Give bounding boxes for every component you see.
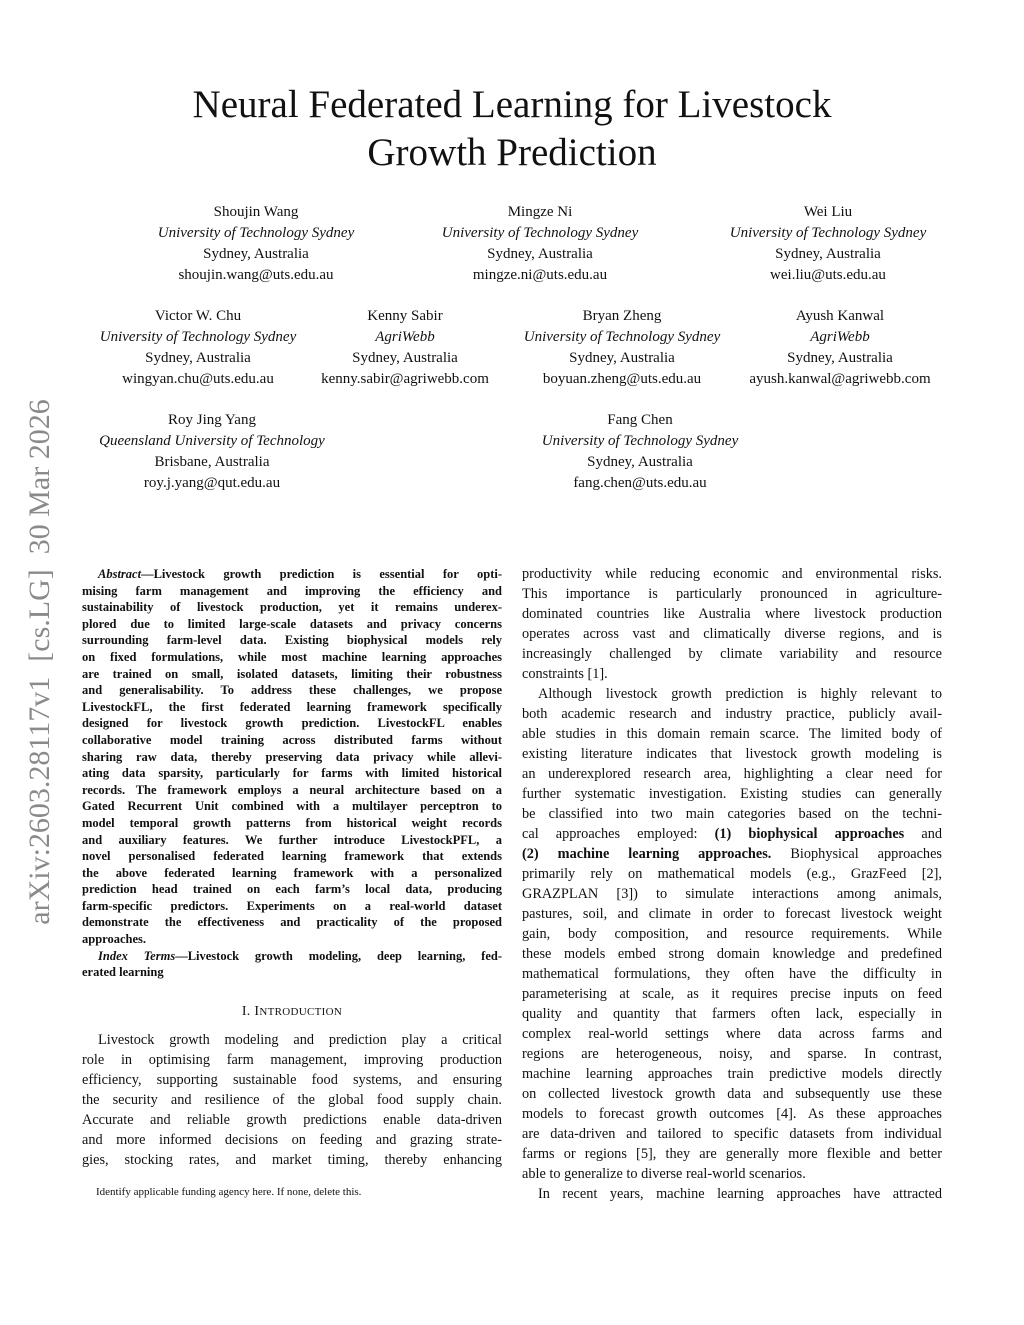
author-name: Mingze Ni — [507, 204, 573, 220]
author-location: Sydney, Australia — [569, 350, 675, 366]
author-block — [678, 202, 978, 286]
text-line: mising farm management and improving the efficiency and — [82, 583, 502, 598]
text-line: the above federated learning framework with a personalized — [82, 865, 502, 880]
text-line: complex real-world settings where data across farms and — [522, 1026, 942, 1042]
text-line: surrounding farm-level data. Existing biophysical models rely — [82, 633, 502, 648]
text-line: sharing raw data, thereby preserving data privacy while allevi- — [82, 749, 502, 764]
text-line — [522, 1184, 942, 1204]
text-line: sustainability of livestock production, yet it remains underex- — [82, 600, 502, 615]
section-title-rest: NTRODUCTION — [259, 1006, 343, 1018]
text-line: Gated Recurrent Unit combined with a multilayer perceptron to — [82, 799, 502, 814]
author-affiliation: University of Technology Sydney — [541, 433, 739, 449]
text-line: plored due to limited large-scale datasets and privacy concerns — [82, 616, 502, 631]
author-name: Kenny Sabir — [367, 308, 443, 324]
text-line: machine learning approaches train predictive models directly — [522, 1066, 942, 1082]
text-line: LivestockFL, the first federated learning framework specifically — [82, 699, 502, 714]
introduction-left-column — [82, 1030, 502, 1170]
text-line: gies, stocking rates, and market timing, thereby enhancing — [82, 1152, 502, 1168]
author-name: Ayush Kanwal — [795, 308, 885, 324]
author-location: Brisbane, Australia — [154, 454, 270, 470]
bold-run: (1) biophysical approaches — [714, 826, 905, 842]
text-line: primarily rely on mathematical models (e.g., GrazFeed [2], — [522, 866, 942, 882]
italic-run: Index Terms — [98, 948, 176, 963]
text-line: gain, body composition, and resource requirements. While — [522, 926, 942, 942]
text-line: demonstrate the effectiveness and practicality of the proposed — [82, 915, 502, 930]
author-location: Sydney, Australia — [587, 454, 693, 470]
author-email: kenny.sabir@agriwebb.com — [321, 371, 489, 387]
text-line: the security and resilience of the global food supply chain. — [82, 1092, 502, 1108]
author-affiliation: University of Technology Sydney — [157, 225, 355, 241]
author-location: Sydney, Australia — [787, 350, 893, 366]
author-affiliation: University of Technology Sydney — [441, 225, 639, 241]
paper-title — [0, 81, 1024, 177]
text-line: novel personalised federated learning framework that extends — [82, 849, 502, 864]
text-run: —Livestock growth modeling, deep learning, fed- — [175, 948, 502, 963]
text-line: This importance is particularly pronounced in agriculture- — [522, 586, 942, 602]
text-line — [82, 1030, 502, 1050]
text-line: and auxiliary features. We further introduce LivestockPFL, a — [82, 832, 502, 847]
text-run: constraints [1]. — [522, 666, 608, 682]
text-line — [82, 931, 502, 948]
text-line — [522, 844, 942, 864]
author-email: shoujin.wang@uts.edu.au — [178, 267, 334, 283]
text-run: In recent years, machine learning approaches have attracted — [538, 1186, 942, 1202]
author-block — [490, 410, 790, 494]
text-line: quality and quantity that farmers often lack, especially in — [522, 1006, 942, 1022]
author-location: Sydney, Australia — [775, 246, 881, 262]
text-line: able studies in this domain remain scarce. The limited body of — [522, 726, 942, 742]
author-email: roy.j.yang@qut.edu.au — [143, 475, 281, 491]
author-name: Roy Jing Yang — [168, 412, 256, 428]
author-email: fang.chen@uts.edu.au — [573, 475, 707, 491]
text-line: operates across vast and climatically diverse regions, and is — [522, 626, 942, 642]
author-affiliation: AgriWebb — [810, 329, 870, 345]
author-affiliation: AgriWebb — [375, 329, 435, 345]
text-line: are trained on small, isolated datasets, limiting their robustness — [82, 666, 502, 681]
text-line: be classified into two main categories based on the techni- — [522, 806, 942, 822]
text-line: existing literature indicates that livestock growth modeling is — [522, 746, 942, 762]
section-title-initial: I — [254, 1004, 260, 1019]
text-line: are data-driven and tailored to specific datasets from individual — [522, 1126, 942, 1142]
author-email: mingze.ni@uts.edu.au — [472, 267, 608, 283]
text-line: Accurate and reliable growth predictions enable data-driven — [82, 1112, 502, 1128]
text-line: on fixed formulations, while most machine learning approaches — [82, 649, 502, 664]
text-line: mathematical formulations, they often have the difficulty in — [522, 966, 942, 982]
text-line: farms or regions [5], they are generally more flexible and better — [522, 1146, 942, 1162]
text-line: models to forecast growth outcomes [4]. As these approaches — [522, 1106, 942, 1122]
text-line: increasingly challenged by climate variability and resource — [522, 646, 942, 662]
text-line: model temporal growth patterns from historical weight records — [82, 815, 502, 830]
author-name: Fang Chen — [607, 412, 673, 428]
text-line: prediction head trained on each farm’s local data, producing — [82, 882, 502, 897]
text-line: efficiency, supporting sustainable food systems, and ensuring — [82, 1072, 502, 1088]
text-line: regions are heterogeneous, noisy, and sparse. In contrast, — [522, 1046, 942, 1062]
text-run: able to generalize to diverse real-world scenarios. — [522, 1166, 806, 1182]
author-block — [690, 306, 990, 390]
author-name: Bryan Zheng — [582, 308, 662, 324]
author-email: ayush.kanwal@agriwebb.com — [749, 371, 931, 387]
author-email: boyuan.zheng@uts.edu.au — [542, 371, 702, 387]
text-line: collaborative model training across distributed farms without — [82, 732, 502, 747]
text-line — [522, 664, 942, 684]
abstract — [82, 566, 502, 981]
text-line: ating data sparsity, particularly for farms with limited historical — [82, 766, 502, 781]
author-affiliation: University of Technology Sydney — [729, 225, 927, 241]
bold-run: (2) machine learning approaches. — [522, 846, 772, 862]
text-line — [82, 566, 502, 583]
text-line: records. The framework employs a neural architecture based on a — [82, 782, 502, 797]
author-name: Wei Liu — [803, 204, 853, 220]
text-line: pastures, soil, and climate in order to forecast livestock weight — [522, 906, 942, 922]
text-line: and generalisability. To address these challenges, we propose — [82, 683, 502, 698]
text-line: productivity while reducing economic and environmental risks. — [522, 566, 942, 582]
text-line: and more informed decisions on feeding and grazing strate- — [82, 1132, 502, 1148]
footnote: Identify applicable funding agency here. If none, delete this. — [96, 1186, 362, 1198]
author-location: Sydney, Australia — [145, 350, 251, 366]
text-line: farm-specific predictors. Experiments on a real-world dataset — [82, 898, 502, 913]
text-line: further systematic investigation. Existing studies can generally — [522, 786, 942, 802]
text-line: parameterising at scale, as it requires precise inputs on feed — [522, 986, 942, 1002]
introduction-right-column — [522, 564, 942, 1204]
text-line: an underexplored research area, highlighting a clear need for — [522, 766, 942, 782]
text-run: Although livestock growth prediction is highly relevant to — [538, 686, 942, 702]
italic-run: Abstract — [98, 567, 142, 581]
text-run: approaches. — [82, 932, 147, 947]
text-line — [82, 948, 502, 965]
text-line: dominated countries like Australia where livestock production — [522, 606, 942, 622]
author-location: Sydney, Australia — [203, 246, 309, 262]
title-line: Growth Prediction — [367, 131, 657, 174]
text-line: role in optimising farm management, improving production — [82, 1052, 502, 1068]
text-line: on collected livestock growth data and subsequently use these — [522, 1086, 942, 1102]
section-number: I. — [241, 1004, 251, 1019]
text-run: cal approaches employed: — [522, 826, 715, 842]
author-block — [106, 202, 406, 286]
text-run: and — [904, 826, 942, 842]
author-affiliation: Queensland University of Technology — [99, 433, 325, 449]
text-run: erated learning — [82, 965, 164, 980]
title-line: Neural Federated Learning for Livestock — [192, 83, 832, 126]
text-line: designed for livestock growth prediction. LivestockFL enables — [82, 716, 502, 731]
author-location: Sydney, Australia — [352, 350, 458, 366]
author-location: Sydney, Australia — [487, 246, 593, 262]
author-email: wingyan.chu@uts.edu.au — [122, 371, 274, 387]
text-line — [522, 1164, 942, 1184]
text-line — [522, 684, 942, 704]
author-name: Shoujin Wang — [213, 204, 299, 220]
text-line: both academic research and industry practice, publicly avail- — [522, 706, 942, 722]
author-block — [390, 202, 690, 286]
author-affiliation: University of Technology Sydney — [99, 329, 297, 345]
author-affiliation: University of Technology Sydney — [523, 329, 721, 345]
section-heading-introduction — [82, 1004, 502, 1020]
arxiv-identifier-stamp: arXiv:2603.28117v1 [cs.LG] 30 Mar 2026 — [23, 399, 56, 925]
text-run: —Livestock growth prediction is essential for opti- — [141, 567, 502, 581]
author-block — [62, 410, 362, 494]
author-name: Victor W. Chu — [154, 308, 242, 324]
text-line — [522, 824, 942, 844]
author-email: wei.liu@uts.edu.au — [770, 267, 886, 283]
text-run: Livestock growth modeling and prediction play a critical — [98, 1032, 502, 1048]
text-run: Biophysical approaches — [771, 846, 942, 862]
text-line: these models embed strong domain knowledge and predefined — [522, 946, 942, 962]
text-line — [82, 964, 502, 981]
text-line: GRAZPLAN [3]) to simulate interactions among animals, — [522, 886, 942, 902]
